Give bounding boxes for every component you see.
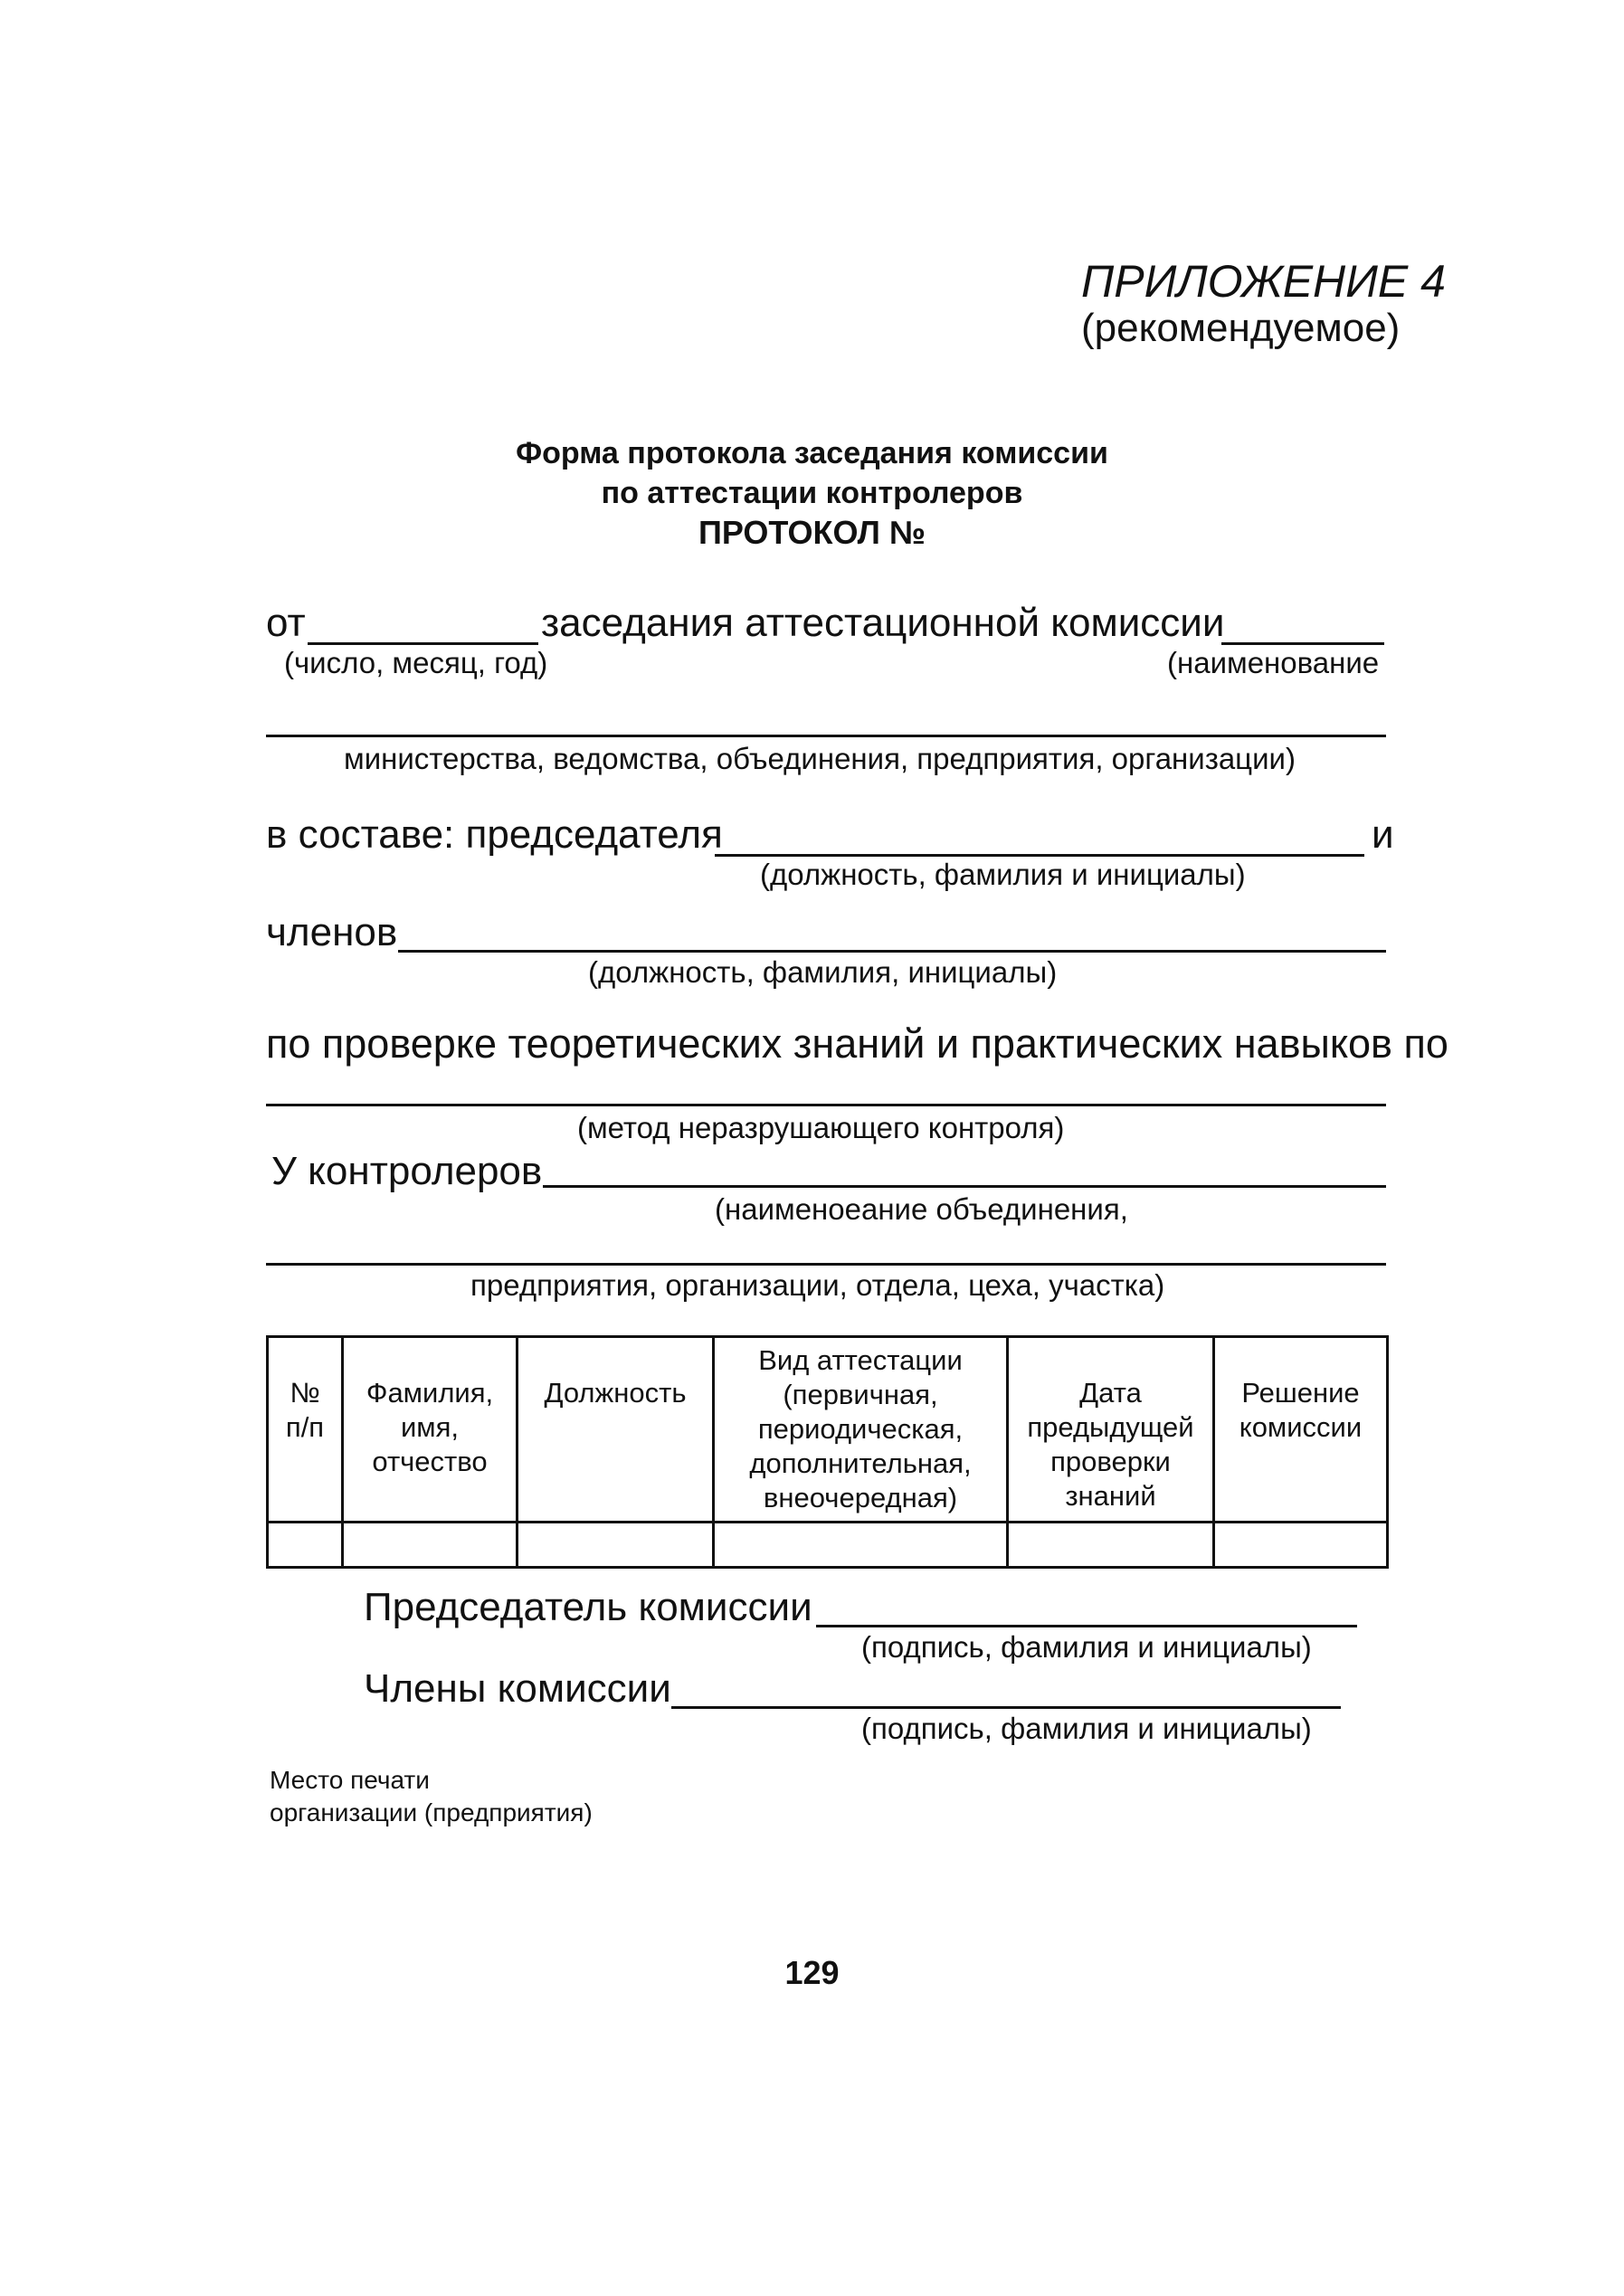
check-text: по проверке теоретических знаний и практических навыков по (266, 1020, 1448, 1067)
method-caption: (метод неразрушающего контроля) (577, 1111, 1065, 1144)
chair-field-line[interactable] (715, 854, 1364, 857)
column-header-name: Фамилия, имя, отчество (343, 1337, 518, 1523)
chair-signature-label: Председатель комиссии (364, 1585, 812, 1629)
form-heading-line2: по аттестации контролеров (601, 476, 1023, 510)
table-row (268, 1523, 1388, 1568)
appendix-title: ПРИЛОЖЕНИЕ 4 (1081, 256, 1446, 307)
organization-field-line[interactable] (266, 735, 1386, 737)
association-caption: (наименоeание объединения, (715, 1192, 1128, 1226)
column-header-decision: Решение комиссии (1214, 1337, 1388, 1523)
column-header-previous-check-date: Дата предыдущей проверки знаний (1008, 1337, 1214, 1523)
table-cell[interactable] (518, 1523, 714, 1568)
table-cell[interactable] (268, 1523, 343, 1568)
members-caption: (должность, фамилия, инициалы) (588, 955, 1058, 989)
date-caption: (число, месяц, год) (284, 646, 548, 679)
table-header-row (268, 1337, 1388, 1523)
form-heading: Форма протокола заседания комиссии (516, 436, 1108, 470)
chair-signature-caption: (подпись, фамилия и инициалы) (861, 1630, 1312, 1664)
page-number: 129 (784, 1954, 840, 1991)
controllers-label: У контролеров (271, 1149, 543, 1193)
members-field-line[interactable] (398, 950, 1386, 953)
name-caption: (наименование (1167, 646, 1380, 679)
table-cell[interactable] (1214, 1523, 1388, 1568)
session-text: заседания аттестационной комиссии (541, 601, 1225, 645)
date-prefix: от (266, 601, 306, 645)
members-signature-line[interactable] (671, 1706, 1341, 1709)
chair-signature-line[interactable] (816, 1625, 1357, 1627)
organization-caption: министерства, ведомства, объединения, предприятия, организации) (344, 742, 1296, 775)
appendix-subtitle: (рекомендуемое) (1081, 306, 1401, 350)
members-signature-label: Члены комиссии (364, 1666, 671, 1711)
table-cell[interactable] (714, 1523, 1008, 1568)
members-signature-caption: (подпись, фамилия и инициалы) (861, 1712, 1312, 1745)
stamp-place-label: Место печати (270, 1766, 430, 1794)
attestation-table (266, 1335, 1389, 1569)
column-header-position: Должность (518, 1337, 714, 1523)
commission-name-field-line[interactable] (1221, 642, 1384, 645)
unit-field-line[interactable] (266, 1263, 1386, 1266)
stamp-organization-label: организации (предприятия) (270, 1798, 593, 1826)
controllers-field-line[interactable] (543, 1185, 1386, 1188)
protocol-number-heading: ПРОТОКОЛ № (698, 514, 926, 551)
composition-label: в составе: председателя (266, 812, 723, 857)
column-header-number: № п/п (268, 1337, 343, 1523)
table-cell[interactable] (343, 1523, 518, 1568)
table-cell[interactable] (1008, 1523, 1214, 1568)
method-field-line[interactable] (266, 1104, 1386, 1106)
unit-caption: предприятия, организации, отдела, цеха, участка) (470, 1268, 1165, 1302)
members-label: членов (266, 910, 398, 954)
date-field-line[interactable] (308, 642, 538, 645)
and-text: и (1372, 812, 1394, 857)
chair-caption: (должность, фамилия и инициалы) (760, 858, 1246, 891)
column-header-attestation-type: Вид аттестации (первичная, периодическая, дополнительная, внеочередная) (714, 1337, 1008, 1523)
